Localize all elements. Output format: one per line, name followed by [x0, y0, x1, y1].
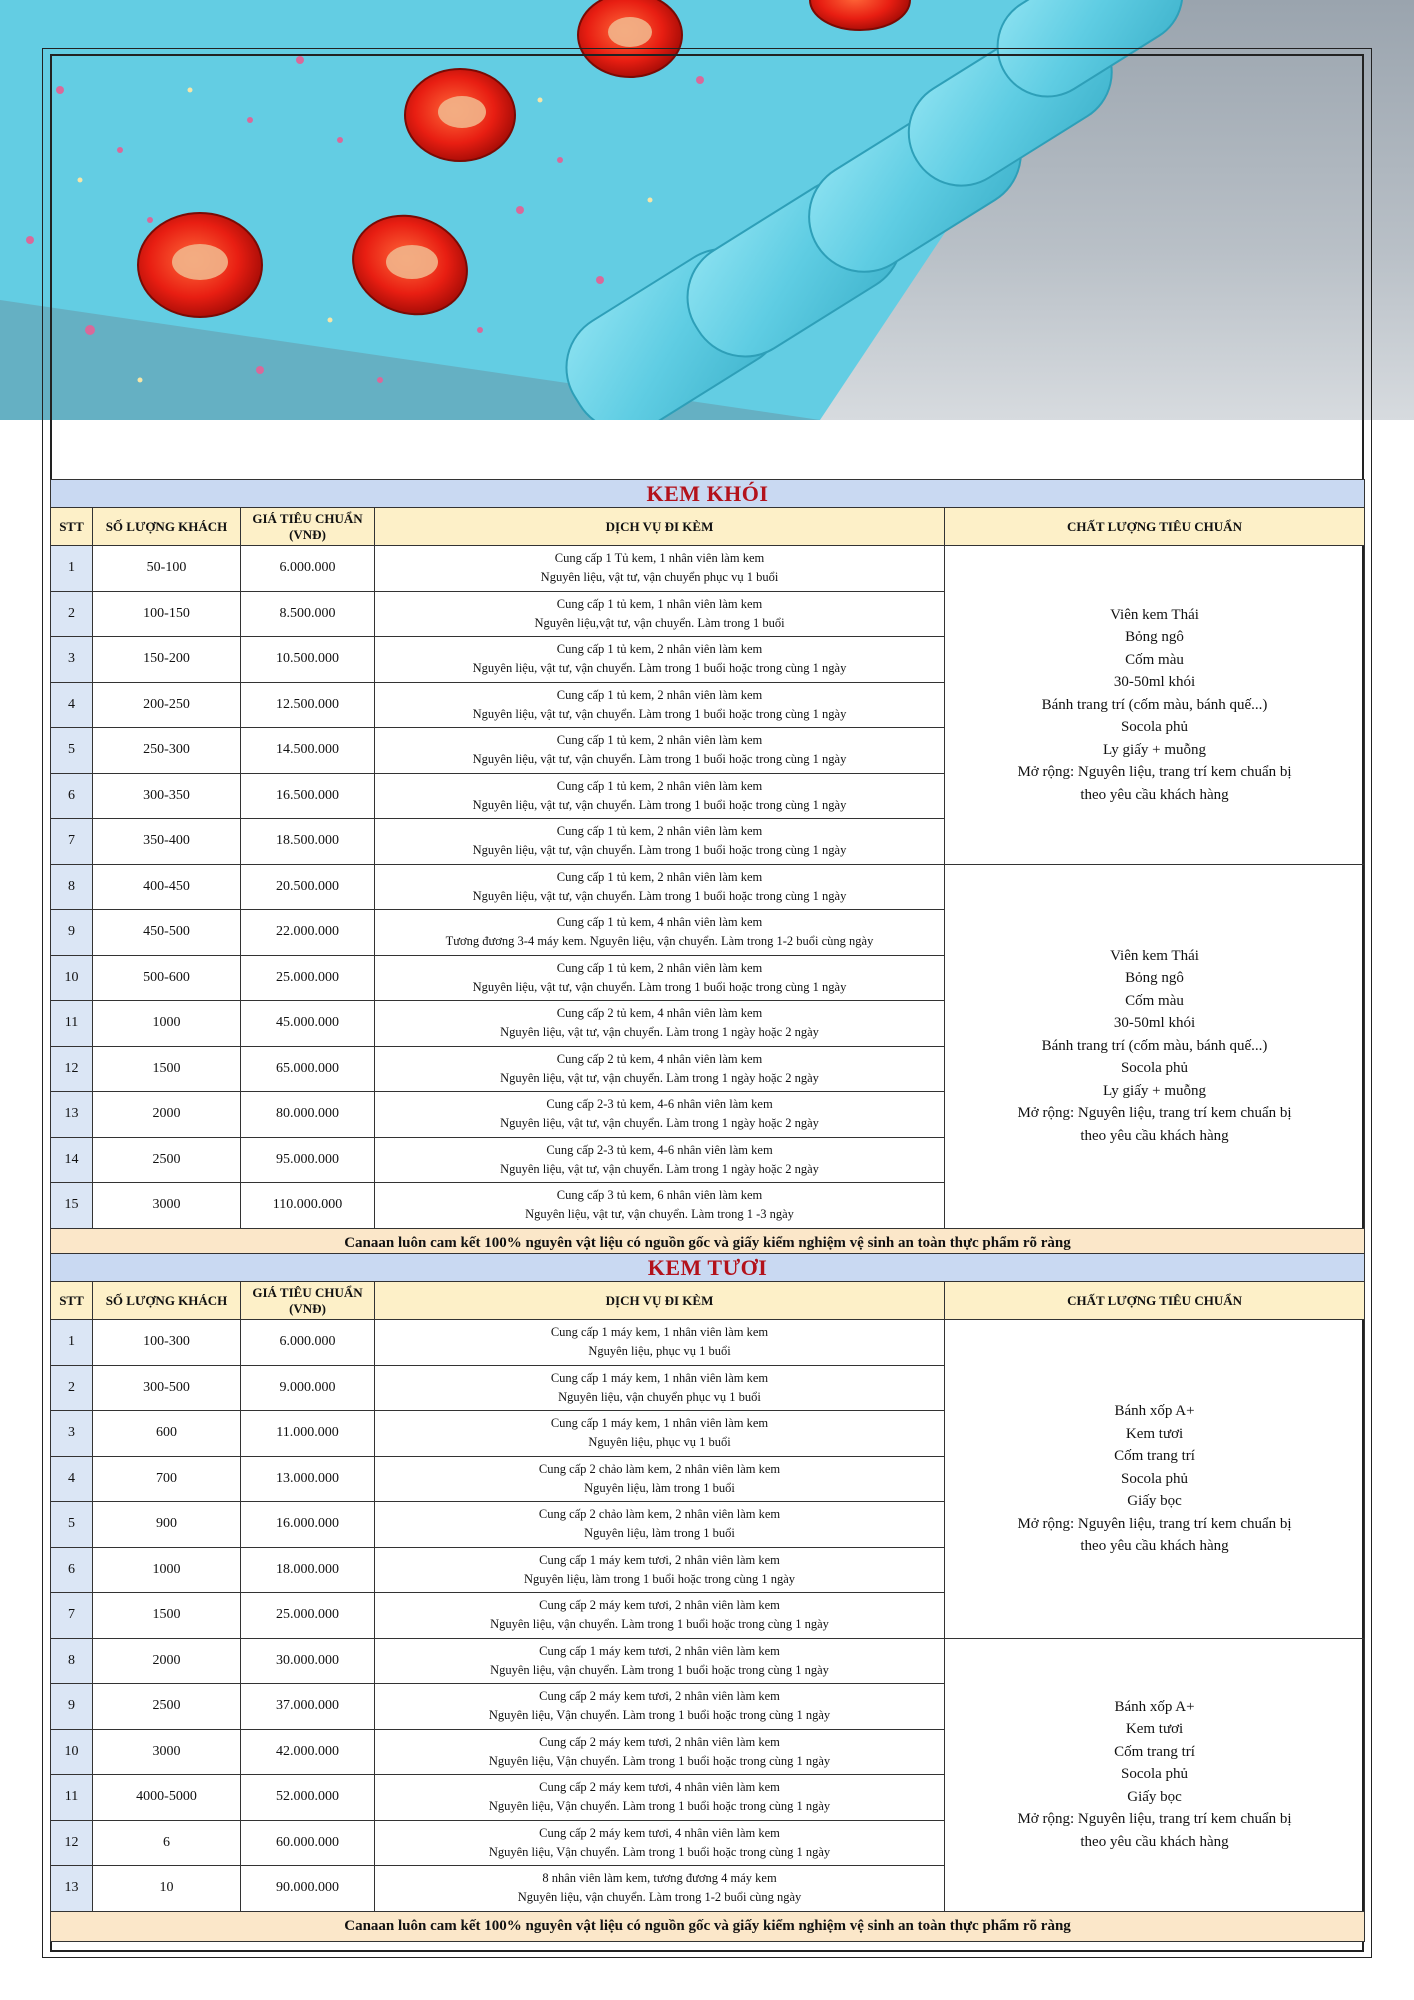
service-line-2: Nguyên liệu, vật tư, vận chuyển. Làm trong 1 ngày hoặc 2 ngày — [500, 1161, 819, 1176]
row-price: 12.500.000 — [241, 682, 375, 728]
quality-line: Cốm trang trí — [1114, 1448, 1195, 1464]
service-line-1: Cung cấp 2 máy kem tươi, 2 nhân viên làm kem — [539, 1598, 780, 1613]
quality-line: Socola phủ — [1120, 1766, 1189, 1783]
row-price: 18.500.000 — [241, 819, 375, 865]
quality-standard-cell — [945, 864, 1365, 1228]
service-line-1: Cung cấp 2 chảo làm kem, 2 nhân viên làm kem — [538, 1507, 781, 1522]
service-line-2: Nguyên liệu, vận chuyển. Làm trong 1-2 buổi cùng ngày — [517, 1890, 802, 1905]
service-line-2: Nguyên liệu, vật tư, vận chuyển. Làm trong 1 ngày hoặc 2 ngày — [500, 1025, 819, 1040]
quality-line: 30-50ml khói — [1113, 1015, 1196, 1032]
row-stt: 8 — [51, 1638, 93, 1684]
service-line-2: Nguyên liệu, vật tư, vận chuyển. Làm trong 1 buổi hoặc trong cùng 1 ngày — [472, 888, 847, 903]
quality-standard-cell — [945, 546, 1365, 865]
row-guest-count: 250-300 — [93, 728, 241, 774]
quality-line: Socola phủ — [1120, 1060, 1189, 1077]
quality-line: theo yêu cầu khách hàng — [1080, 1538, 1229, 1554]
quality-line: Bánh xốp A+ — [1114, 1403, 1195, 1419]
service-line-1: Cung cấp 2 máy kem tươi, 2 nhân viên làm kem — [539, 1689, 780, 1704]
service-line-1: Cung cấp 1 tủ kem, 2 nhân viên làm kem — [556, 960, 763, 975]
row-service — [375, 1729, 945, 1775]
service-line-1: Cung cấp 1 tủ kem, 2 nhân viên làm kem — [556, 687, 763, 702]
section-title: KEM KHÓI — [51, 480, 1365, 508]
row-guest-count: 1500 — [93, 1046, 241, 1092]
row-guest-count: 2500 — [93, 1137, 241, 1183]
service-line-1: Cung cấp 1 tủ kem, 2 nhân viên làm kem — [556, 642, 763, 657]
row-service — [375, 1820, 945, 1866]
service-line-2: Nguyên liệu, phục vụ 1 buổi — [588, 1435, 731, 1450]
row-service — [375, 864, 945, 910]
quality-line: theo yêu cầu khách hàng — [1080, 1127, 1229, 1144]
row-guest-count: 3000 — [93, 1183, 241, 1229]
row-stt: 4 — [51, 1456, 93, 1502]
service-line-1: Cung cấp 2 máy kem tươi, 4 nhân viên làm kem — [539, 1780, 780, 1795]
service-line-2: Nguyên liệu, vật tư, vận chuyển. Làm trong 1 buổi hoặc trong cùng 1 ngày — [472, 706, 847, 721]
row-stt: 3 — [51, 637, 93, 683]
row-guest-count: 1000 — [93, 1547, 241, 1593]
row-service — [375, 819, 945, 865]
row-guest-count: 900 — [93, 1502, 241, 1548]
row-price: 45.000.000 — [241, 1001, 375, 1047]
service-line-2: Nguyên liệu, vận chuyển. Làm trong 1 buổi hoặc trong cùng 1 ngày — [490, 1617, 829, 1632]
service-line-1: Cung cấp 2 tủ kem, 4 nhân viên làm kem — [556, 1006, 763, 1021]
row-guest-count: 2000 — [93, 1092, 241, 1138]
row-service — [375, 1411, 945, 1457]
row-guest-count: 1500 — [93, 1593, 241, 1639]
row-stt: 7 — [51, 819, 93, 865]
quality-line: Bánh trang trí (cốm màu, bánh quế...) — [1041, 1037, 1268, 1054]
service-line-2: Nguyên liệu, Vận chuyển. Làm trong 1 buổi hoặc trong cùng 1 ngày — [488, 1799, 831, 1814]
row-service — [375, 1092, 945, 1138]
row-service — [375, 1456, 945, 1502]
quality-line: Bỏng ngô — [1125, 970, 1184, 987]
row-stt: 15 — [51, 1183, 93, 1229]
row-guest-count: 100-150 — [93, 591, 241, 637]
service-line-1: Cung cấp 1 tủ kem, 1 nhân viên làm kem — [556, 596, 763, 611]
table-header — [51, 1282, 1365, 1320]
kem-khoi-section — [50, 479, 1364, 1259]
service-line-1: Cung cấp 2 chảo làm kem, 2 nhân viên làm kem — [538, 1461, 781, 1476]
row-stt: 10 — [51, 955, 93, 1001]
row-price: 52.000.000 — [241, 1775, 375, 1821]
table-row — [51, 1320, 1365, 1366]
row-service — [375, 955, 945, 1001]
service-line-2: Nguyên liệu,vật tư, vận chuyển. Làm trong 1 buổi — [534, 615, 785, 630]
service-line-1: Cung cấp 2-3 tủ kem, 4-6 nhân viên làm kem — [546, 1097, 773, 1112]
row-stt: 9 — [51, 910, 93, 956]
service-line-1: Cung cấp 1 tủ kem, 2 nhân viên làm kem — [556, 778, 763, 793]
row-guest-count: 10 — [93, 1866, 241, 1912]
row-guest-count: 2000 — [93, 1638, 241, 1684]
row-guest-count: 100-300 — [93, 1320, 241, 1366]
row-service — [375, 1502, 945, 1548]
service-line-1: Cung cấp 2 máy kem tươi, 2 nhân viên làm kem — [539, 1734, 780, 1749]
row-stt: 14 — [51, 1137, 93, 1183]
row-price: 18.000.000 — [241, 1547, 375, 1593]
service-line-2: Nguyên liệu, Vận chuyển. Làm trong 1 buổi hoặc trong cùng 1 ngày — [488, 1753, 831, 1768]
row-price: 110.000.000 — [241, 1183, 375, 1229]
row-stt: 7 — [51, 1593, 93, 1639]
row-guest-count: 150-200 — [93, 637, 241, 683]
header-qty: SỐ LƯỢNG KHÁCH — [93, 1282, 241, 1320]
kem-tuoi-table — [50, 1253, 1365, 1942]
row-stt: 12 — [51, 1820, 93, 1866]
quality-line: Viên kem Thái — [1110, 606, 1199, 623]
service-line-1: Cung cấp 1 máy kem, 1 nhân viên làm kem — [550, 1325, 769, 1340]
quality-line: Socola phủ — [1120, 719, 1189, 735]
quality-line: Viên kem Thái — [1110, 947, 1199, 964]
header-price: GIÁ TIÊU CHUẨN (VNĐ) — [241, 1282, 375, 1320]
row-service — [375, 1183, 945, 1229]
service-line-1: Cung cấp 1 máy kem tươi, 2 nhân viên làm kem — [539, 1552, 780, 1567]
service-line-1: Cung cấp 2 tủ kem, 4 nhân viên làm kem — [556, 1051, 763, 1066]
service-line-2: Nguyên liệu, Vận chuyển. Làm trong 1 buổi hoặc trong cùng 1 ngày — [488, 1708, 831, 1723]
service-line-1: Cung cấp 1 máy kem, 1 nhân viên làm kem — [550, 1370, 769, 1385]
kem-tuoi-section — [50, 1253, 1364, 1942]
table-header — [51, 508, 1365, 546]
service-line-2: Nguyên liệu, vật tư, vận chuyển. Làm trong 1 buổi hoặc trong cùng 1 ngày — [472, 752, 847, 767]
row-price: 25.000.000 — [241, 1593, 375, 1639]
row-guest-count: 6 — [93, 1820, 241, 1866]
service-line-1: Cung cấp 1 tủ kem, 4 nhân viên làm kem — [556, 915, 763, 930]
service-line-2: Nguyên liệu, vật tư, vận chuyển. Làm trong 1 buổi hoặc trong cùng 1 ngày — [472, 661, 847, 676]
row-price: 22.000.000 — [241, 910, 375, 956]
table-row — [51, 1638, 1365, 1684]
row-stt: 11 — [51, 1775, 93, 1821]
service-line-2: Nguyên liệu, vận chuyển. Làm trong 1 buổi hoặc trong cùng 1 ngày — [490, 1662, 829, 1677]
row-price: 9.000.000 — [241, 1365, 375, 1411]
row-price: 37.000.000 — [241, 1684, 375, 1730]
quality-line: Mở rộng: Nguyên liệu, trang trí kem chuẩn bị — [1017, 764, 1292, 780]
service-line-2: Nguyên liệu, vật tư, vận chuyển. Làm trong 1 ngày hoặc 2 ngày — [500, 1116, 819, 1131]
row-price: 6.000.000 — [241, 1320, 375, 1366]
quality-line: Bỏng ngô — [1125, 629, 1184, 645]
service-line-2: Nguyên liệu, phục vụ 1 buổi — [588, 1344, 731, 1359]
row-service — [375, 1046, 945, 1092]
row-stt: 4 — [51, 682, 93, 728]
table-row — [51, 546, 1365, 592]
service-line-1: Cung cấp 2 máy kem tươi, 4 nhân viên làm kem — [539, 1825, 780, 1840]
row-guest-count: 300-500 — [93, 1365, 241, 1411]
row-price: 42.000.000 — [241, 1729, 375, 1775]
row-guest-count: 50-100 — [93, 546, 241, 592]
service-line-2: Nguyên liệu, làm trong 1 buổi hoặc trong cùng 1 ngày — [523, 1571, 796, 1586]
quality-line: Bánh trang trí (cốm màu, bánh quế...) — [1041, 696, 1268, 713]
row-stt: 5 — [51, 1502, 93, 1548]
quality-line: Ly giấy + muỗng — [1102, 1082, 1207, 1099]
service-line-1: Cung cấp 1 máy kem, 1 nhân viên làm kem — [550, 1416, 769, 1431]
row-guest-count: 700 — [93, 1456, 241, 1502]
row-stt: 13 — [51, 1866, 93, 1912]
row-price: 20.500.000 — [241, 864, 375, 910]
table-body — [51, 546, 1365, 1229]
quality-line: theo yêu cầu khách hàng — [1080, 1833, 1229, 1850]
header-price: GIÁ TIÊU CHUẨN (VNĐ) — [241, 508, 375, 546]
header-qty: SỐ LƯỢNG KHÁCH — [93, 508, 241, 546]
header-stt: STT — [51, 1282, 93, 1320]
row-service — [375, 682, 945, 728]
table-row — [51, 864, 1365, 910]
service-line-1: Cung cấp 1 tủ kem, 2 nhân viên làm kem — [556, 824, 763, 839]
kem-khoi-table — [50, 479, 1365, 1259]
row-service — [375, 546, 945, 592]
row-stt: 1 — [51, 546, 93, 592]
row-guest-count: 4000-5000 — [93, 1775, 241, 1821]
row-stt: 2 — [51, 1365, 93, 1411]
service-line-1: Cung cấp 2-3 tủ kem, 4-6 nhân viên làm kem — [546, 1142, 773, 1157]
row-service — [375, 910, 945, 956]
quality-line: Giấy bọc — [1127, 1788, 1182, 1805]
row-service — [375, 1684, 945, 1730]
service-line-1: Cung cấp 3 tủ kem, 6 nhân viên làm kem — [556, 1188, 763, 1203]
row-stt: 6 — [51, 773, 93, 819]
service-line-1: Cung cấp 1 Tủ kem, 1 nhân viên làm kem — [554, 551, 765, 566]
row-price: 90.000.000 — [241, 1866, 375, 1912]
quality-line: Socola phủ — [1120, 1470, 1189, 1487]
row-guest-count: 500-600 — [93, 955, 241, 1001]
service-line-2: Nguyên liệu, làm trong 1 buổi — [584, 1480, 735, 1495]
service-line-1: Cung cấp 1 máy kem tươi, 2 nhân viên làm kem — [539, 1643, 780, 1658]
row-service — [375, 1137, 945, 1183]
service-line-2: Nguyên liệu, vận chuyển phục vụ 1 buổi — [558, 1389, 761, 1404]
row-price: 14.500.000 — [241, 728, 375, 774]
service-line-2: Nguyên liệu, vật tư, vận chuyển. Làm trong 1 ngày hoặc 2 ngày — [500, 1070, 819, 1085]
row-price: 16.500.000 — [241, 773, 375, 819]
row-stt: 10 — [51, 1729, 93, 1775]
service-line-2: Tương đương 3-4 máy kem. Nguyên liệu, vận chuyển. Làm trong 1-2 buổi cùng ngày — [445, 934, 874, 949]
row-stt: 1 — [51, 1320, 93, 1366]
row-service — [375, 773, 945, 819]
quality-line: theo yêu cầu khách hàng — [1080, 786, 1229, 803]
row-service — [375, 637, 945, 683]
row-price: 65.000.000 — [241, 1046, 375, 1092]
service-line-1: Cung cấp 1 tủ kem, 2 nhân viên làm kem — [556, 733, 763, 748]
service-line-1: Cung cấp 1 tủ kem, 2 nhân viên làm kem — [556, 869, 763, 884]
row-guest-count: 2500 — [93, 1684, 241, 1730]
row-price: 16.000.000 — [241, 1502, 375, 1548]
header-service: DỊCH VỤ ĐI KÈM — [375, 508, 945, 546]
service-line-2: Nguyên liệu, Vận chuyển. Làm trong 1 buổi hoặc trong cùng 1 ngày — [488, 1844, 831, 1859]
service-line-2: Nguyên liệu, làm trong 1 buổi — [584, 1526, 735, 1541]
service-line-2: Nguyên liệu, vật tư, vận chuyển. Làm trong 1 -3 ngày — [525, 1207, 794, 1222]
service-line-2: Nguyên liệu, vật tư, vận chuyển phục vụ 1 buổi — [540, 570, 779, 585]
row-stt: 8 — [51, 864, 93, 910]
row-guest-count: 1000 — [93, 1001, 241, 1047]
row-guest-count: 200-250 — [93, 682, 241, 728]
row-stt: 5 — [51, 728, 93, 774]
row-guest-count: 3000 — [93, 1729, 241, 1775]
row-service — [375, 1638, 945, 1684]
quality-line: Giấy bọc — [1127, 1493, 1182, 1509]
row-stt: 3 — [51, 1411, 93, 1457]
service-line-2: Nguyên liệu, vật tư, vận chuyển. Làm trong 1 buổi hoặc trong cùng 1 ngày — [472, 843, 847, 858]
row-stt: 6 — [51, 1547, 93, 1593]
quality-standard-cell — [945, 1320, 1365, 1639]
table-body — [51, 1320, 1365, 1912]
quality-standard-cell — [945, 1638, 1365, 1911]
row-service — [375, 1775, 945, 1821]
commitment-note: Canaan luôn cam kết 100% nguyên vật liệu có nguồn gốc và giấy kiểm nghiệm vệ sinh an toàn thực phẩm rõ ràng — [51, 1228, 1365, 1258]
row-price: 30.000.000 — [241, 1638, 375, 1684]
row-guest-count: 350-400 — [93, 819, 241, 865]
row-price: 6.000.000 — [241, 546, 375, 592]
row-stt: 11 — [51, 1001, 93, 1047]
row-price: 13.000.000 — [241, 1456, 375, 1502]
section-title: KEM TƯƠI — [51, 1254, 1365, 1282]
service-line-1: 8 nhân viên làm kem, tương đương 4 máy kem — [542, 1871, 777, 1886]
row-service — [375, 1866, 945, 1912]
row-price: 11.000.000 — [241, 1411, 375, 1457]
quality-line: Mở rộng: Nguyên liệu, trang trí kem chuẩn bị — [1017, 1105, 1292, 1122]
row-guest-count: 300-350 — [93, 773, 241, 819]
row-price: 10.500.000 — [241, 637, 375, 683]
row-stt: 2 — [51, 591, 93, 637]
row-service — [375, 1547, 945, 1593]
commitment-note: Canaan luôn cam kết 100% nguyên vật liệu có nguồn gốc và giấy kiểm nghiệm vệ sinh an toàn thực phẩm rõ ràng — [51, 1911, 1365, 1941]
row-service — [375, 1001, 945, 1047]
quality-line: Kem tươi — [1125, 1425, 1184, 1442]
row-service — [375, 1320, 945, 1366]
quality-line: Bánh xốp A+ — [1114, 1698, 1195, 1715]
row-price: 8.500.000 — [241, 591, 375, 637]
service-line-2: Nguyên liệu, vật tư, vận chuyển. Làm trong 1 buổi hoặc trong cùng 1 ngày — [472, 797, 847, 812]
row-price: 95.000.000 — [241, 1137, 375, 1183]
header-quality: CHẤT LƯỢNG TIÊU CHUẨN — [945, 1282, 1365, 1320]
row-guest-count: 600 — [93, 1411, 241, 1457]
row-service — [375, 728, 945, 774]
quality-line: 30-50ml khói — [1113, 674, 1196, 690]
header-service: DỊCH VỤ ĐI KÈM — [375, 1282, 945, 1320]
quality-line: Mở rộng: Nguyên liệu, trang trí kem chuẩn bị — [1017, 1811, 1292, 1828]
row-stt: 12 — [51, 1046, 93, 1092]
row-price: 60.000.000 — [241, 1820, 375, 1866]
header-quality: CHẤT LƯỢNG TIÊU CHUẨN — [945, 508, 1365, 546]
row-service — [375, 1365, 945, 1411]
quality-line: Cốm màu — [1125, 651, 1184, 668]
header-stt: STT — [51, 508, 93, 546]
row-guest-count: 450-500 — [93, 910, 241, 956]
quality-line: Cốm màu — [1125, 992, 1184, 1009]
quality-line: Kem tươi — [1125, 1721, 1184, 1738]
row-price: 80.000.000 — [241, 1092, 375, 1138]
row-service — [375, 1593, 945, 1639]
row-stt: 13 — [51, 1092, 93, 1138]
row-price: 25.000.000 — [241, 955, 375, 1001]
row-guest-count: 400-450 — [93, 864, 241, 910]
quality-line: Ly giấy + muỗng — [1102, 741, 1207, 758]
row-service — [375, 591, 945, 637]
quality-line: Mở rộng: Nguyên liệu, trang trí kem chuẩn bị — [1017, 1515, 1292, 1532]
quality-line: Cốm trang trí — [1114, 1743, 1195, 1760]
row-stt: 9 — [51, 1684, 93, 1730]
service-line-2: Nguyên liệu, vật tư, vận chuyển. Làm trong 1 buổi hoặc trong cùng 1 ngày — [472, 979, 847, 994]
